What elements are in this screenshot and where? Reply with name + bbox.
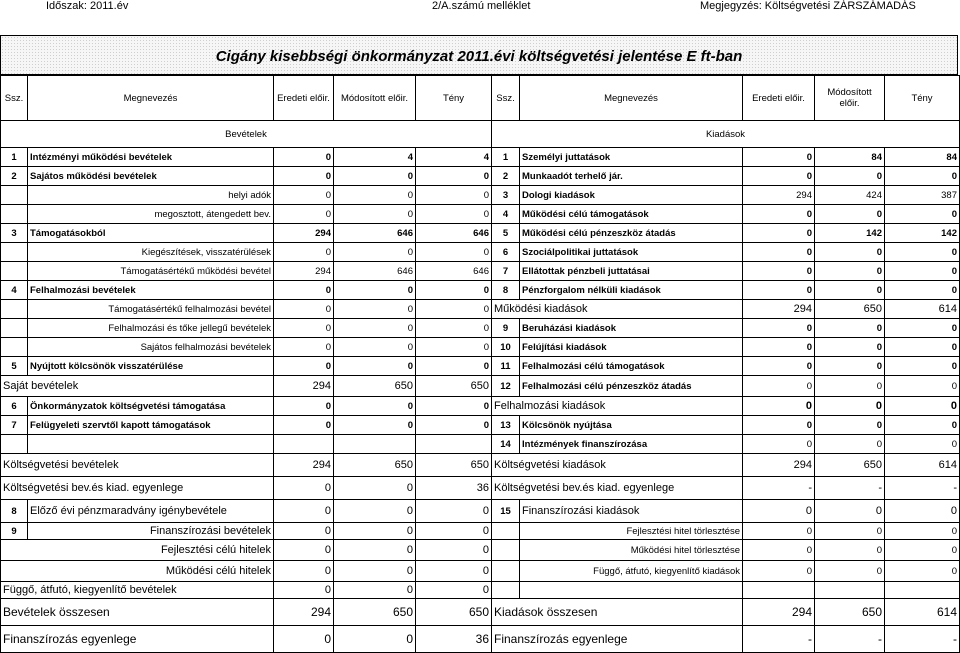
right-name: Költségvetési bev.és kiad. egyenlege: [492, 477, 743, 500]
left-ssz: 9: [1, 523, 28, 540]
right-name: Működési hitel törlesztése: [520, 540, 743, 561]
left-teny: 0: [416, 540, 492, 561]
left-eredeti: 0: [274, 357, 334, 376]
left-name: Nyújtott kölcsönök visszatérülése: [28, 357, 274, 376]
left-name: Felhalmozási bevételek: [28, 281, 274, 300]
left-teny: 0: [416, 338, 492, 357]
left-teny: 0: [416, 243, 492, 262]
left-modositott: 0: [334, 397, 416, 416]
left-modositott: 0: [334, 626, 416, 653]
left-modositott: 650: [334, 376, 416, 397]
left-name: Támogatásértékű felhalmozási bevétel: [28, 300, 274, 319]
left-name: Előző évi pénzmaradvány igénybevétele: [28, 500, 274, 523]
left-name: Saját bevételek: [1, 376, 274, 397]
right-teny: 0: [885, 376, 960, 397]
right-teny: -: [885, 477, 960, 500]
right-eredeti: 294: [743, 599, 815, 626]
left-teny: 0: [416, 281, 492, 300]
right-name: Felújítási kiadások: [520, 338, 743, 357]
col-eredeti-right: Eredeti előir.: [743, 76, 815, 121]
left-eredeti: 0: [274, 300, 334, 319]
note-label: Megjegyzés: Költségvetési ZÁRSZÁMADÁS: [700, 0, 916, 12]
right-ssz: 10: [492, 338, 520, 357]
left-ssz: 2: [1, 167, 28, 186]
right-eredeti: 0: [743, 500, 815, 523]
right-eredeti: 0: [743, 540, 815, 561]
right-teny: 0: [885, 397, 960, 416]
right-name: Költségvetési kiadások: [492, 454, 743, 477]
left-ssz: [1, 205, 28, 224]
right-modositott: 0: [815, 167, 885, 186]
table-row: [1, 523, 960, 540]
right-modositott: 0: [815, 281, 885, 300]
left-modositott: 650: [334, 454, 416, 477]
left-name: Támogatásokból: [28, 224, 274, 243]
left-teny: 0: [416, 319, 492, 338]
right-name: Függő, átfutó, kiegyenlítő kiadások: [520, 561, 743, 582]
left-eredeti: 0: [274, 582, 334, 599]
right-name: Működési kiadások: [492, 300, 743, 319]
left-eredeti: 0: [274, 523, 334, 540]
right-modositott: 0: [815, 435, 885, 454]
left-name: Működési célú hitelek: [1, 561, 274, 582]
right-teny: 614: [885, 300, 960, 319]
left-name: Felhalmozási és tőke jellegű bevételek: [28, 319, 274, 338]
title-banner: [0, 35, 958, 75]
right-modositott: [815, 582, 885, 599]
right-teny: 0: [885, 262, 960, 281]
right-eredeti: 0: [743, 319, 815, 338]
period-label: Időszak: 2011.év: [46, 0, 129, 12]
table-row: [1, 435, 960, 454]
right-eredeti: 0: [743, 416, 815, 435]
right-modositott: 0: [815, 561, 885, 582]
left-teny: 36: [416, 626, 492, 653]
right-eredeti: 0: [743, 262, 815, 281]
right-modositott: 0: [815, 357, 885, 376]
left-teny: 0: [416, 167, 492, 186]
left-modositott: 0: [334, 167, 416, 186]
right-name: Finanszírozási kiadások: [520, 500, 743, 523]
table-row: [1, 186, 960, 205]
right-name: Kiadások összesen: [492, 599, 743, 626]
right-ssz: 11: [492, 357, 520, 376]
table-row: [1, 262, 960, 281]
left-name: Önkormányzatok költségvetési támogatása: [28, 397, 274, 416]
right-teny: 0: [885, 500, 960, 523]
right-modositott: 0: [815, 319, 885, 338]
right-teny: 0: [885, 205, 960, 224]
left-name: megosztott, átengedett bev.: [28, 205, 274, 224]
right-eredeti: 294: [743, 300, 815, 319]
right-name: [520, 582, 743, 599]
left-modositott: 0: [334, 540, 416, 561]
right-eredeti: 0: [743, 205, 815, 224]
table-row: [1, 416, 960, 435]
right-ssz: 6: [492, 243, 520, 262]
right-teny: 614: [885, 599, 960, 626]
right-ssz: 3: [492, 186, 520, 205]
right-modositott: -: [815, 477, 885, 500]
left-name: [28, 435, 274, 454]
left-ssz: 1: [1, 148, 28, 167]
col-name-right: Megnevezés: [520, 76, 743, 121]
table-row: [1, 376, 960, 397]
left-eredeti: 0: [274, 626, 334, 653]
left-modositott: 646: [334, 224, 416, 243]
left-ssz: 5: [1, 357, 28, 376]
right-eredeti: 0: [743, 281, 815, 300]
table-row: [1, 281, 960, 300]
left-ssz: 6: [1, 397, 28, 416]
left-teny: 0: [416, 561, 492, 582]
right-ssz: 13: [492, 416, 520, 435]
expense-section-title: Kiadások: [492, 121, 960, 148]
right-teny: 84: [885, 148, 960, 167]
right-name: Működési célú pénzeszköz átadás: [520, 224, 743, 243]
right-name: Felhalmozási célú támogatások: [520, 357, 743, 376]
right-teny: 614: [885, 454, 960, 477]
table-row: [1, 224, 960, 243]
left-teny: 0: [416, 523, 492, 540]
right-name: Működési célú támogatások: [520, 205, 743, 224]
right-ssz: 2: [492, 167, 520, 186]
left-teny: 4: [416, 148, 492, 167]
col-eredeti-left: Eredeti előir.: [274, 76, 334, 121]
right-teny: -: [885, 626, 960, 653]
table-row: [1, 338, 960, 357]
col-ssz-right: Ssz.: [492, 76, 520, 121]
left-eredeti: 294: [274, 224, 334, 243]
left-ssz: [1, 319, 28, 338]
right-teny: [885, 582, 960, 599]
left-name: Finanszírozási bevételek: [28, 523, 274, 540]
right-modositott: 0: [815, 540, 885, 561]
right-modositott: 650: [815, 454, 885, 477]
left-eredeti: 294: [274, 376, 334, 397]
right-eredeti: 294: [743, 186, 815, 205]
left-eredeti: 0: [274, 148, 334, 167]
right-name: Felhalmozási kiadások: [492, 397, 743, 416]
left-modositott: 0: [334, 561, 416, 582]
right-modositott: 0: [815, 500, 885, 523]
right-eredeti: -: [743, 477, 815, 500]
right-ssz: 15: [492, 500, 520, 523]
table-row: [1, 500, 960, 523]
right-eredeti: 0: [743, 561, 815, 582]
table-row: [1, 540, 960, 561]
right-teny: 0: [885, 167, 960, 186]
col-teny-left: Tény: [416, 76, 492, 121]
right-name: Intézmények finanszírozása: [520, 435, 743, 454]
right-modositott: -: [815, 626, 885, 653]
left-modositott: 0: [334, 243, 416, 262]
left-modositott: 650: [334, 599, 416, 626]
right-name: Beruházási kiadások: [520, 319, 743, 338]
left-modositott: 0: [334, 500, 416, 523]
right-teny: 0: [885, 319, 960, 338]
right-name: Dologi kiadások: [520, 186, 743, 205]
left-name: Fejlesztési célú hitelek: [1, 540, 274, 561]
right-ssz: 7: [492, 262, 520, 281]
left-eredeti: 0: [274, 205, 334, 224]
left-teny: 0: [416, 397, 492, 416]
right-modositott: 142: [815, 224, 885, 243]
right-eredeti: 0: [743, 376, 815, 397]
left-name: helyi adók: [28, 186, 274, 205]
left-name: Költségvetési bevételek: [1, 454, 274, 477]
table-row: [1, 300, 960, 319]
left-eredeti: 0: [274, 319, 334, 338]
left-teny: 0: [416, 186, 492, 205]
left-ssz: 8: [1, 500, 28, 523]
left-name: Sajátos felhalmozási bevételek: [28, 338, 274, 357]
right-ssz: 14: [492, 435, 520, 454]
table-row: [1, 561, 960, 582]
left-ssz: 3: [1, 224, 28, 243]
right-eredeti: 0: [743, 435, 815, 454]
left-name: Bevételek összesen: [1, 599, 274, 626]
right-name: Munkaadót terhelő jár.: [520, 167, 743, 186]
right-ssz: [492, 561, 520, 582]
left-modositott: 0: [334, 477, 416, 500]
left-ssz: [1, 243, 28, 262]
right-teny: 0: [885, 243, 960, 262]
right-eredeti: 294: [743, 454, 815, 477]
left-teny: 0: [416, 205, 492, 224]
table-row: [1, 205, 960, 224]
left-eredeti: [274, 435, 334, 454]
left-eredeti: 0: [274, 416, 334, 435]
left-teny: 650: [416, 376, 492, 397]
right-name: Szociálpolitikai juttatások: [520, 243, 743, 262]
right-teny: 0: [885, 281, 960, 300]
left-name: Intézményi működési bevételek: [28, 148, 274, 167]
left-name: Sajátos működési bevételek: [28, 167, 274, 186]
right-teny: 0: [885, 523, 960, 540]
left-teny: 650: [416, 454, 492, 477]
left-teny: 0: [416, 582, 492, 599]
right-ssz: 8: [492, 281, 520, 300]
left-eredeti: 0: [274, 477, 334, 500]
table-row: [1, 319, 960, 338]
left-modositott: 0: [334, 357, 416, 376]
right-name: Felhalmozási célú pénzeszköz átadás: [520, 376, 743, 397]
right-modositott: 0: [815, 376, 885, 397]
table-row: [1, 167, 960, 186]
col-teny-right: Tény: [885, 76, 960, 121]
left-modositott: 4: [334, 148, 416, 167]
right-modositott: 650: [815, 300, 885, 319]
left-eredeti: 294: [274, 599, 334, 626]
right-modositott: 0: [815, 416, 885, 435]
left-modositott: [334, 435, 416, 454]
right-teny: 0: [885, 357, 960, 376]
right-eredeti: 0: [743, 148, 815, 167]
left-teny: 0: [416, 300, 492, 319]
table-row: [1, 397, 960, 416]
right-name: Fejlesztési hitel törlesztése: [520, 523, 743, 540]
right-modositott: 0: [815, 262, 885, 281]
right-eredeti: 0: [743, 397, 815, 416]
col-name-left: Megnevezés: [28, 76, 274, 121]
right-ssz: 5: [492, 224, 520, 243]
left-modositott: 0: [334, 523, 416, 540]
left-name: Kiegészítések, visszatérülések: [28, 243, 274, 262]
col-modositott-left: Módosított előir.: [334, 76, 416, 121]
table-row: [1, 148, 960, 167]
right-teny: 0: [885, 338, 960, 357]
right-eredeti: 0: [743, 224, 815, 243]
left-modositott: 0: [334, 281, 416, 300]
right-name: Személyi juttatások: [520, 148, 743, 167]
table-row: [1, 477, 960, 500]
right-modositott: 424: [815, 186, 885, 205]
table-row: [1, 357, 960, 376]
left-modositott: 0: [334, 319, 416, 338]
right-eredeti: -: [743, 626, 815, 653]
right-modositott: 0: [815, 205, 885, 224]
left-modositott: 646: [334, 262, 416, 281]
attachment-label: 2/A.számú melléklet: [432, 0, 531, 12]
right-name: Ellátottak pénzbeli juttatásai: [520, 262, 743, 281]
right-ssz: 12: [492, 376, 520, 397]
right-teny: 0: [885, 416, 960, 435]
section-header-row: [1, 121, 960, 148]
table-row: [1, 243, 960, 262]
right-teny: 0: [885, 561, 960, 582]
right-eredeti: 0: [743, 167, 815, 186]
left-eredeti: 0: [274, 561, 334, 582]
right-eredeti: 0: [743, 523, 815, 540]
left-eredeti: 0: [274, 281, 334, 300]
right-teny: 0: [885, 540, 960, 561]
right-ssz: 1: [492, 148, 520, 167]
left-eredeti: 294: [274, 262, 334, 281]
left-teny: 0: [416, 357, 492, 376]
left-name: Felügyeleti szervtől kapott támogatások: [28, 416, 274, 435]
left-teny: 646: [416, 224, 492, 243]
right-ssz: 4: [492, 205, 520, 224]
col-ssz-left: Ssz.: [1, 76, 28, 121]
left-eredeti: 0: [274, 243, 334, 262]
left-eredeti: 0: [274, 500, 334, 523]
page-title: Cigány kisebbségi önkormányzat 2011.évi költségvetési jelentése E ft-ban: [215, 48, 743, 65]
left-teny: 36: [416, 477, 492, 500]
right-modositott: 0: [815, 338, 885, 357]
left-modositott: 0: [334, 582, 416, 599]
right-eredeti: 0: [743, 338, 815, 357]
right-teny: 0: [885, 435, 960, 454]
left-ssz: [1, 186, 28, 205]
left-ssz: [1, 435, 28, 454]
right-eredeti: 0: [743, 357, 815, 376]
left-ssz: [1, 262, 28, 281]
right-teny: 387: [885, 186, 960, 205]
left-ssz: 4: [1, 281, 28, 300]
right-name: Pénzforgalom nélküli kiadások: [520, 281, 743, 300]
left-name: Költségvetési bev.és kiad. egyenlege: [1, 477, 274, 500]
right-name: Kölcsönök nyújtása: [520, 416, 743, 435]
table-row: [1, 582, 960, 599]
left-teny: 0: [416, 500, 492, 523]
budget-table: [0, 75, 960, 653]
right-eredeti: 0: [743, 243, 815, 262]
right-modositott: 0: [815, 523, 885, 540]
right-eredeti: [743, 582, 815, 599]
right-modositott: 0: [815, 397, 885, 416]
right-ssz: [492, 582, 520, 599]
col-modositott-right: Módosított előir.: [815, 76, 885, 121]
left-teny: [416, 435, 492, 454]
left-eredeti: 0: [274, 397, 334, 416]
right-name: Finanszírozás egyenlege: [492, 626, 743, 653]
right-ssz: [492, 540, 520, 561]
left-teny: 646: [416, 262, 492, 281]
right-modositott: 84: [815, 148, 885, 167]
right-teny: 142: [885, 224, 960, 243]
left-modositott: 0: [334, 338, 416, 357]
right-ssz: [492, 523, 520, 540]
left-modositott: 0: [334, 186, 416, 205]
left-name: Finanszírozás egyenlege: [1, 626, 274, 653]
left-ssz: 7: [1, 416, 28, 435]
table-row: [1, 599, 960, 626]
left-teny: 650: [416, 599, 492, 626]
left-eredeti: 0: [274, 338, 334, 357]
left-modositott: 0: [334, 205, 416, 224]
right-modositott: 0: [815, 243, 885, 262]
income-section-title: Bevételek: [1, 121, 492, 148]
left-ssz: [1, 300, 28, 319]
right-ssz: 9: [492, 319, 520, 338]
table-row: [1, 454, 960, 477]
left-modositott: 0: [334, 300, 416, 319]
column-header-row: [1, 76, 960, 121]
left-teny: 0: [416, 416, 492, 435]
left-name: Támogatásértékű működési bevétel: [28, 262, 274, 281]
left-name: Függő, átfutó, kiegyenlítő bevételek: [1, 582, 274, 599]
left-eredeti: 294: [274, 454, 334, 477]
left-eredeti: 0: [274, 540, 334, 561]
right-modositott: 650: [815, 599, 885, 626]
left-eredeti: 0: [274, 186, 334, 205]
left-ssz: [1, 338, 28, 357]
left-eredeti: 0: [274, 167, 334, 186]
left-modositott: 0: [334, 416, 416, 435]
